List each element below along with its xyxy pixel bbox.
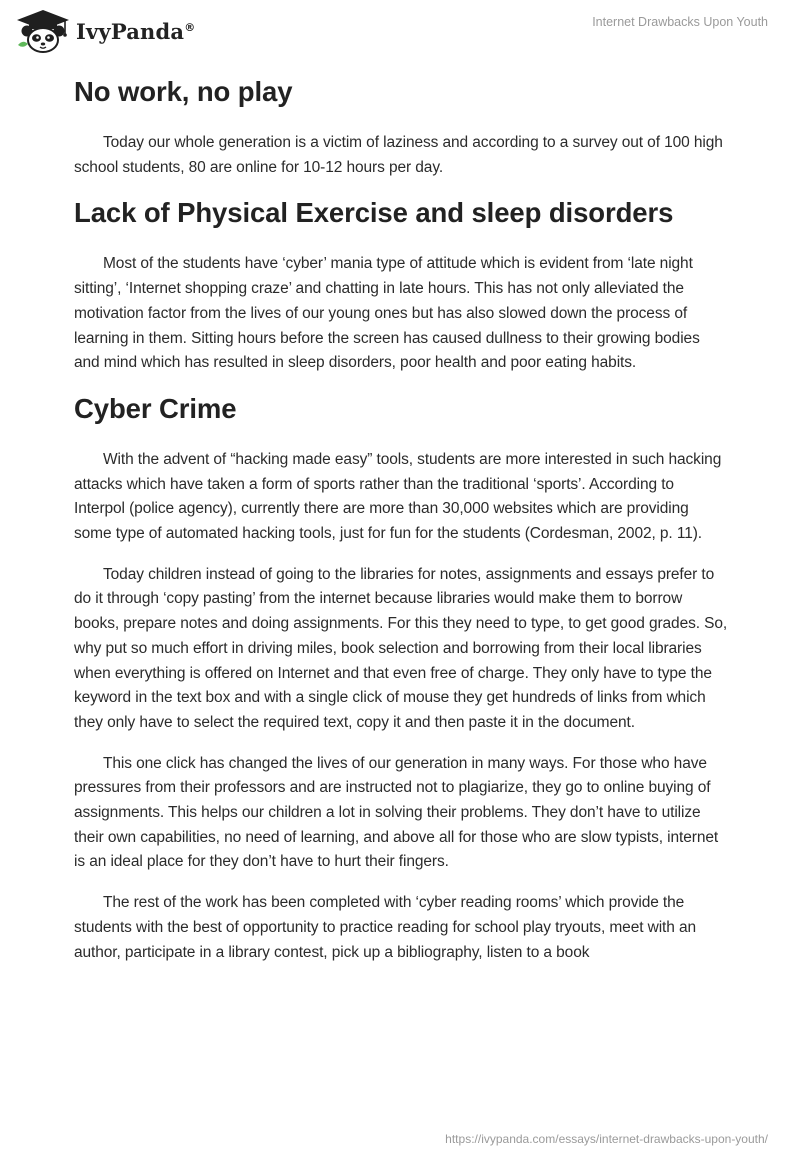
paragraph: With the advent of “hacking made easy” tools, students are more interested in such hacking attacks which have taken a form of sports rather than the traditional ‘sports’. According to Interpol (police agency), currently there are more than 30,000 websites which are providing some type of automated hacking tools, just for fun for the students (Cordesman, 2002, p. 11). xyxy=(74,450,722,543)
document-title: Internet Drawbacks Upon Youth xyxy=(592,15,768,29)
section-heading: Cyber Crime xyxy=(74,392,237,424)
section-heading: No work, no play xyxy=(74,76,293,107)
paragraph: Most of the students have ‘cyber’ mania type of attitude which is evident from ‘late night sitting’, ‘Internet shopping craze’ and chatting in late hours. This has not only alleviated the motivation factor from the lives of our young ones but has also slowed down the process of learning in them. Sitting hours before the screen has caused dullness to their growing bodies and mind which has resulted in sleep disorders, poor health and poor eating habits. xyxy=(74,255,700,372)
brand-name: IvyPanda® xyxy=(76,18,196,44)
panda-graduate-icon xyxy=(14,8,72,54)
brand-logo[interactable] xyxy=(14,6,195,56)
essay-body xyxy=(74,70,729,965)
page-header xyxy=(0,0,800,62)
paragraph: Today our whole generation is a victim of laziness and according to a survey out of 100 high school students, 80 are online for 10-12 hours per day. xyxy=(74,134,723,176)
section-heading: Lack of Physical Exercise and sleep disorders xyxy=(74,197,674,229)
source-url[interactable]: https://ivypanda.com/essays/internet-drawbacks-upon-youth/ xyxy=(445,1132,768,1146)
registered-mark: ® xyxy=(184,20,196,34)
paragraph: This one click has changed the lives of our generation in many ways. For those who have pressures from their professors and are instructed not to plagiarize, they go to online buying of assignments. This helps our children a lot in solving their problems. They don’t have to utilize their own capabilities, no need of learning, and above all for those who are slow typists, internet is an ideal place for they don’t have to hurt their fingers. xyxy=(74,754,719,871)
paragraph: Today children instead of going to the libraries for notes, assignments and essays prefer to do it through ‘copy pasting’ from the internet because libraries would make them to borrow books, prepare notes and doing assignments. For this they need to type, to get good grades. So, why put so much effort in driving miles, book selection and borrowing from their local libraries when everything is offered on Internet and that even free of charge. They only have to type the keyword in the text box and with a single click of mouse they get hundreds of links from which they only have to select the required text, copy it and then paste it in the document. xyxy=(74,565,728,731)
paragraph: The rest of the work has been completed with ‘cyber reading rooms’ which provide the students with the best of opportunity to practice reading for school play tryouts, meet with an author, participate in a library contest, pick up a bibliography, listen to a book xyxy=(74,894,697,961)
